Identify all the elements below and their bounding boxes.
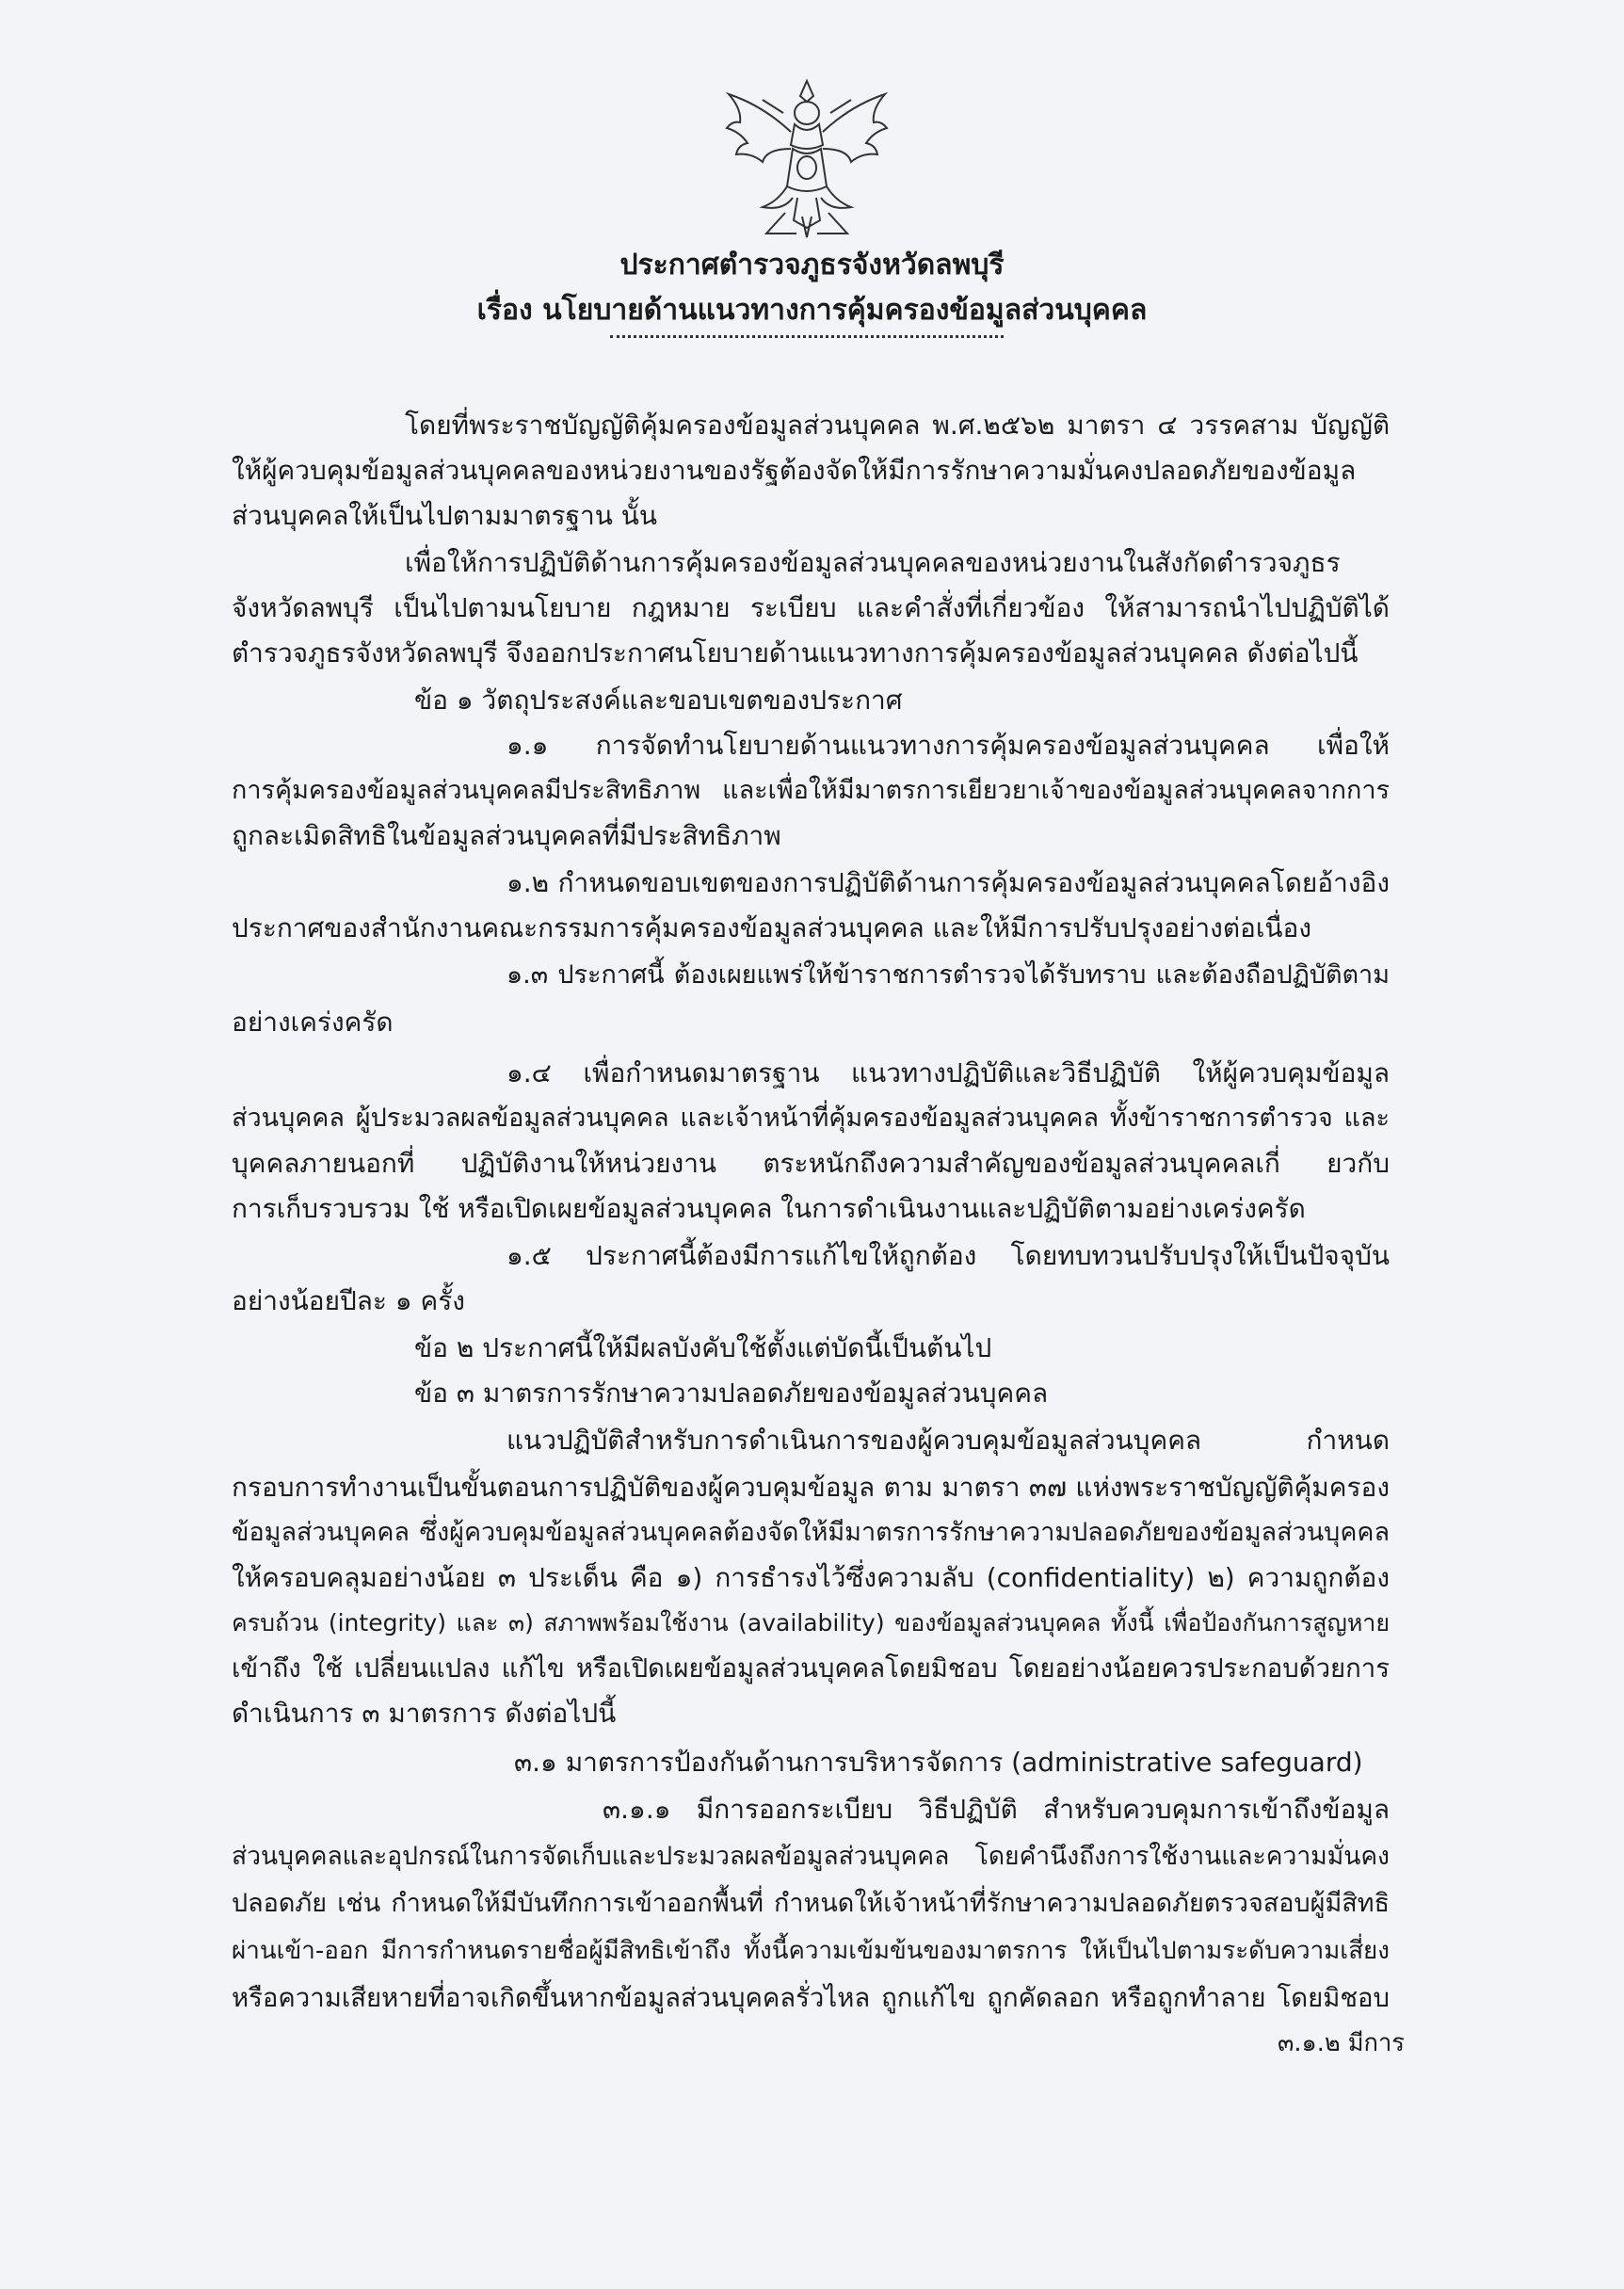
text-line: หรือความเสียหายที่อาจเกิดขึ้นหากข้อมูลส่วนบุคคลรั่วไหล ถูกแก้ไข ถูกคัดลอก หรือถูกทำลาย โดยมิชอบ [232,1983,1390,2013]
text-line: แนวปฏิบัติสำหรับการดำเนินการของผู้ควบคุมข้อมูลส่วนบุคคล กำหนด [506,1425,1390,1456]
text-line: อย่างเคร่งครัด [232,1007,394,1038]
text-line: ประกาศของสำนักงานคณะกรรมการคุ้มครองข้อมูลส่วนบุคคล และให้มีการปรับปรุงอย่างต่อเนื่อง [232,912,1312,943]
text-line: ๓.๑.๑ มีการออกระเบียบ วิธีปฏิบัติ สำหรับควบคุมการเข้าถึงข้อมูล [603,1794,1390,1825]
text-line: ๑.๒ กำหนดขอบเขตของการปฏิบัติด้านการคุ้มครองข้อมูลส่วนบุคคลโดยอ้างอิง [506,867,1390,898]
text-line: ให้ผู้ควบคุมข้อมูลส่วนบุคคลของหน่วยงานของรัฐต้องจัดให้มีการรักษาความมั่นคงปลอดภัยของข้อมูล [232,455,1357,486]
text-line: โดยที่พระราชบัญญัติคุ้มครองข้อมูลส่วนบุคคล พ.ศ.๒๕๖๒ มาตรา ๔ วรรคสาม บัญญัติ [405,410,1390,441]
text-line: ส่วนบุคคล ผู้ประมวลผลข้อมูลส่วนบุคคล และเจ้าหน้าที่คุ้มครองข้อมูลส่วนบุคคล ทั้งข้าราชการตำรวจ และ [232,1104,1390,1133]
text-line: ข้อมูลส่วนบุคคล ซึ่งผู้ควบคุมข้อมูลส่วนบุคคลต้องจัดให้มีมาตรการรักษาความปลอดภัยของข้อมูลส่วนบุคคล [232,1518,1390,1547]
text-line: บุคคลภายนอกที่ ปฏิบัติงานให้หน่วยงาน ตระหนักถึงความสำคัญของข้อมูลส่วนบุคคลเกี่ ยวกับ [232,1148,1390,1179]
text-line: ส่วนบุคคลและอุปกรณ์ในการจัดเก็บและประมวลผลข้อมูลส่วนบุคคล โดยคำนึงถึงการใช้งานและความมั่นคง [232,1842,1390,1871]
text-line: เพื่อให้การปฏิบัติด้านการคุ้มครองข้อมูลส่วนบุคคลของหน่วยงานในสังกัดตำรวจภูธร [405,547,1341,578]
section-heading: ข้อ ๒ ประกาศนี้ให้มีผลบังคับใช้ตั้งแต่บัดนี้เป็นต้นไป [414,1332,992,1363]
text-line: เข้าถึง ใช้ เปลี่ยนแปลง แก้ไข หรือเปิดเผยข้อมูลส่วนบุคคลโดยมิชอบ โดยอย่างน้อยควรประกอบด้วยการ [232,1653,1390,1684]
text-line: ผ่านเข้า-ออก มีการกำหนดรายชื่อผู้มีสิทธิเข้าถึง ทั้งนี้ความเข้มข้นของมาตรการ ให้เป็นไปตามระดับความเสี่ยง [232,1937,1390,1965]
subsection-heading: ๓.๑ มาตรการป้องกันด้านการบริหารจัดการ (administrative safeguard) [514,1747,1363,1778]
document-title: ประกาศตำรวจภูธรจังหวัดลพบุรี [619,249,1005,282]
document-subject: เรื่อง นโยบายด้านแนวทางการคุ้มครองข้อมูลส่วนบุคคล [476,294,1148,327]
text-line: จังหวัดลพบุรี เป็นไปตามนโยบาย กฎหมาย ระเบียบ และคำสั่งที่เกี่ยวข้อง ให้สามารถนำไปปฏิบัติได้ [232,592,1390,623]
text-line: ๑.๑ การจัดทำนโยบายด้านแนวทางการคุ้มครองข้อมูลส่วนบุคคล เพื่อให้ [506,730,1390,761]
text-line: ถูกละเมิดสิทธิในข้อมูลส่วนบุคคลที่มีประสิทธิภาพ [232,820,781,851]
text-line: ครบถ้วน (integrity) และ ๓) สภาพพร้อมใช้งาน (availability) ของข้อมูลส่วนบุคคล ทั้งนี้ เพื่อป้องกันการสูญหาย [232,1609,1390,1636]
text-line: ดำเนินการ ๓ มาตรการ ดังต่อไปนี้ [232,1698,617,1729]
continuation-line: ๓.๑.๒ มีการ [1277,2029,1405,2057]
text-line: ตำรวจภูธรจังหวัดลพบุรี จึงออกประกาศนโยบายด้านแนวทางการคุ้มครองข้อมูลส่วนบุคคล ดังต่อไปนี้ [232,637,1359,669]
section-heading: ข้อ ๓ มาตรการรักษาความปลอดภัยของข้อมูลส่วนบุคคล [414,1378,1049,1409]
text-line: ๑.๓ ประกาศนี้ ต้องเผยแพร่ให้ข้าราชการตำรวจได้รับทราบ และต้องถือปฏิบัติตาม [506,960,1390,990]
text-line: การเก็บรวบรวม ใช้ หรือเปิดเผยข้อมูลส่วนบุคคล ในการดำเนินงานและปฏิบัติตามอย่างเคร่งครัด [232,1193,1306,1224]
text-line: อย่างน้อยปีละ ๑ ครั้ง [232,1285,465,1316]
text-line: ๑.๕ ประกาศนี้ต้องมีการแก้ไขให้ถูกต้อง โดยทบทวนปรับปรุงให้เป็นปัจจุบัน [506,1240,1390,1271]
text-line: กรอบการทำงานเป็นขั้นตอนการปฏิบัติของผู้ควบคุมข้อมูล ตาม มาตรา ๓๗ แห่งพระราชบัญญัติคุ้มครอง [232,1472,1390,1503]
section-heading: ข้อ ๑ วัตถุประสงค์และขอบเขตของประกาศ [414,685,903,716]
text-line: ให้ครอบคลุมอย่างน้อย ๓ ประเด็น คือ ๑) การธำรงไว้ซึ่งความลับ (confidentiality) ๒) ความถูกต้อง [232,1562,1390,1593]
garuda-emblem-icon [717,75,896,245]
title-separator [610,335,1004,338]
text-line: ส่วนบุคคลให้เป็นไปตามมาตรฐาน นั้น [232,500,658,531]
text-line: ปลอดภัย เช่น กำหนดให้มีบันทึกการเข้าออกพื้นที่ กำหนดให้เจ้าหน้าที่รักษาความปลอดภัยตรวจสอบผู้มีสิทธิ [232,1889,1390,1918]
text-line: ๑.๔ เพื่อกำหนดมาตรฐาน แนวทางปฏิบัติและวิธีปฏิบัติ ให้ผู้ควบคุมข้อมูล [506,1057,1390,1088]
text-line: การคุ้มครองข้อมูลส่วนบุคคลมีประสิทธิภาพ และเพื่อให้มีมาตรการเยียวยาเจ้าของข้อมูลส่วนบุคคลจากการ [232,776,1390,805]
